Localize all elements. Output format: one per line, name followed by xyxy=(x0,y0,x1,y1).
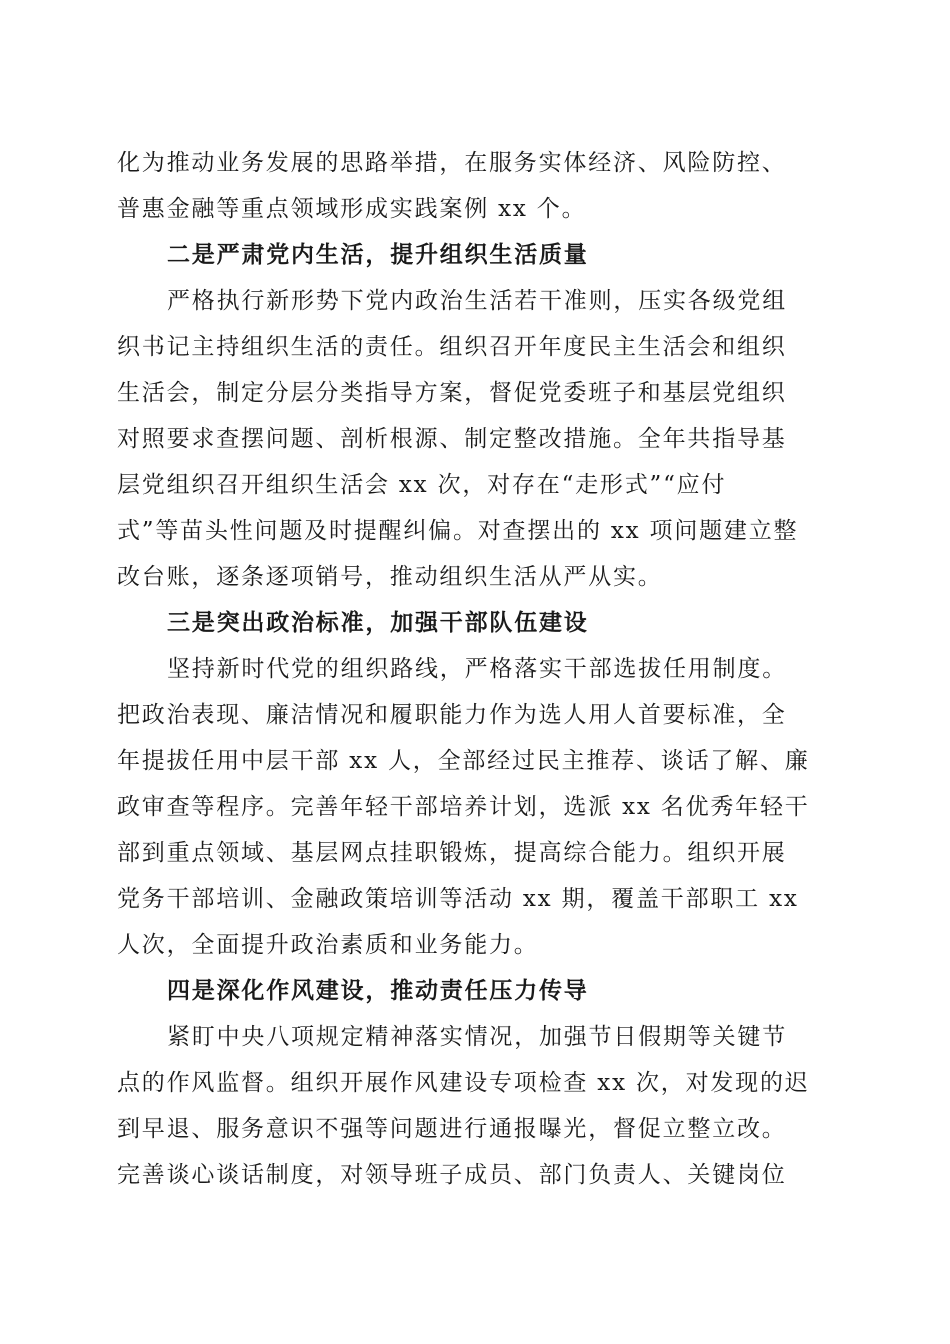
text-line: 严格执行新形势下党内政治生活若干准则，压实各级党组 xyxy=(167,288,787,314)
text-line: 织书记主持组织生活的责任。组织召开年度民主生活会和组织 xyxy=(117,334,787,360)
text-line: 对照要求查摆问题、剖析根源、制定整改措施。全年共指导基 xyxy=(117,426,787,452)
paragraph-section-2 xyxy=(117,278,837,600)
text-line: 化为推动业务发展的思路举措，在服务实体经济、风险防控、 xyxy=(117,150,787,176)
section-heading-4: 四是深化作风建设，推动责任压力传导 xyxy=(167,977,589,1004)
text-line: 政审查等程序。完善年轻干部培养计划，选派 xx 名优秀年轻干 xyxy=(117,794,810,820)
text-line: 点的作风监督。组织开展作风建设专项检查 xx 次，对发现的迟 xyxy=(117,1070,810,1096)
text-line: 人次，全面提升政治素质和业务能力。 xyxy=(117,932,539,958)
text-line: 改台账，逐条逐项销号，推动组织生活从严从实。 xyxy=(117,564,663,590)
paragraph-continued xyxy=(117,140,837,232)
section-heading-2: 二是严肃党内生活，提升组织生活质量 xyxy=(167,241,589,268)
text-line: 把政治表现、廉洁情况和履职能力作为选人用人首要标准，全 xyxy=(117,702,787,728)
text-line: 紧盯中央八项规定精神落实情况，加强节日假期等关键节 xyxy=(167,1024,787,1050)
section-heading-3: 三是突出政治标准，加强干部队伍建设 xyxy=(167,609,589,636)
text-line: 到早退、服务意识不强等问题进行通报曝光，督促立整立改。 xyxy=(117,1116,787,1142)
text-line: 坚持新时代党的组织路线，严格落实干部选拔任用制度。 xyxy=(167,656,787,682)
text-line: 完善谈心谈话制度，对领导班子成员、部门负责人、关键岗位 xyxy=(117,1162,787,1188)
text-line: 式”等苗头性问题及时提醒纠偏。对查摆出的 xx 项问题建立整 xyxy=(117,518,799,544)
text-line: 生活会，制定分层分类指导方案，督促党委班子和基层党组织 xyxy=(117,380,787,406)
text-line: 年提拔任用中层干部 xx 人，全部经过民主推荐、谈话了解、廉 xyxy=(117,748,810,774)
text-line: 党务干部培训、金融政策培训等活动 xx 期，覆盖干部职工 xx xyxy=(117,886,799,912)
text-line: 部到重点领域、基层网点挂职锻炼，提高综合能力。组织开展 xyxy=(117,840,787,866)
paragraph-section-4 xyxy=(117,1014,837,1198)
paragraph-section-3 xyxy=(117,646,837,968)
text-line: 层党组织召开组织生活会 xx 次，对存在“走形式”“应付 xyxy=(117,472,727,498)
document-body xyxy=(117,140,837,1198)
text-line: 普惠金融等重点领域形成实践案例 xx 个。 xyxy=(117,196,587,222)
